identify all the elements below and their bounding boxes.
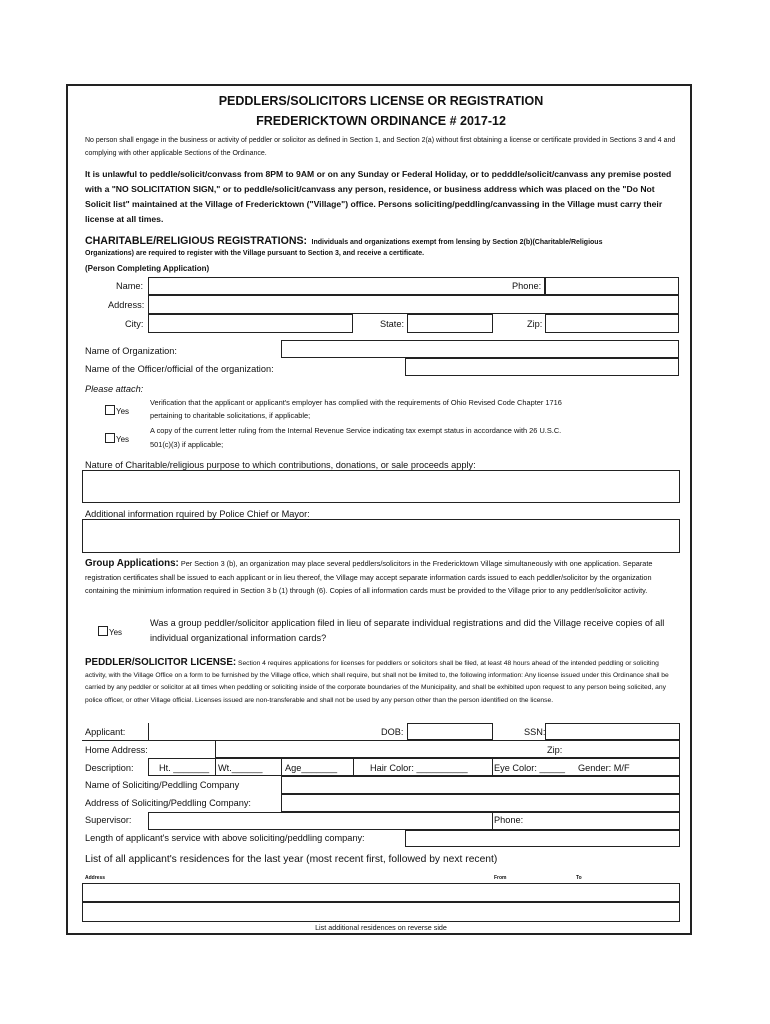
org-label: Name of Organization: [85, 346, 177, 356]
group-checkbox[interactable] [98, 626, 108, 636]
length-field[interactable] [405, 830, 680, 847]
ssn-label: SSN: [524, 727, 546, 737]
group-heading: Group Applications: [85, 558, 179, 569]
length-label: Length of applicant's service with above soliciting/peddling company: [85, 833, 365, 843]
group-yes: Yes [109, 628, 123, 637]
additional-info-label: Additional information rquired by Police Chief or Mayor: [85, 509, 310, 519]
form-page [66, 84, 692, 935]
home-zip-label: Zip: [547, 745, 563, 755]
residences-label: List of all applicant's residences for the last year (most recent first, followed by next recent) [85, 854, 498, 865]
intro-text: No person shall engage in the business or activity of peddler or solicitor as defined in Section 1, and Section 2(a) without first obtaining a license or certificate provided in Sections 3 and 4 and complying with other applicable Sections of the Ordinance. [85, 137, 676, 157]
ssn-field[interactable] [545, 723, 680, 740]
attach2-text-2: 501(c)(3) if applicable; [150, 440, 224, 449]
attach1-checkbox-wrap[interactable] [105, 405, 129, 416]
age-label: Age_______ [285, 763, 338, 773]
attach2-checkbox[interactable] [105, 433, 115, 443]
zip-field[interactable] [545, 314, 679, 333]
gender-label: Gender: M/F [578, 763, 630, 773]
group-section [85, 557, 680, 598]
col-to: To [576, 875, 582, 881]
col-from: From [494, 875, 507, 881]
address-field[interactable] [148, 295, 679, 314]
attach1-checkbox[interactable] [105, 405, 115, 415]
license-heading: PEDDLER/SOLICITOR LICENSE: [85, 657, 237, 668]
address-label: Address: [108, 300, 145, 310]
height-label: Ht. _______ [159, 763, 210, 773]
zip-label: Zip: [527, 319, 543, 329]
attach1-yes: Yes [116, 407, 130, 416]
ordinance-title: FREDERICKTOWN ORDINANCE # 2017-12 [256, 114, 506, 128]
license-section [85, 657, 680, 707]
supervisor-phone-label: Phone: [494, 815, 524, 825]
home-address-label: Home Address: [85, 745, 148, 755]
group-text: Per Section 3 (b), an organization may place several peddlers/solicitors in the Fredericktown Village simultaneously with one application. Separate registration certificates shall be issued to each applicant or in lieu thereof, the Village may accept separate information cards issued to each peddler/solicitor by the organization containing the minimium information required in Section 3 b (1) through (6). Copies of all information cards must be provided to the Village prior to any peddler/solicitor activity. [85, 559, 653, 595]
state-label: State: [380, 319, 405, 329]
attach1-text-2: pertaining to charitable solicitations, if applicable; [150, 411, 311, 420]
applicant-label: Applicant: [85, 727, 126, 737]
nature-label: Nature of Charitable/religious purpose to which contributions, donations, or sale proceeds apply: [85, 460, 476, 470]
phone-field[interactable] [545, 277, 679, 295]
officer-field[interactable] [405, 358, 679, 376]
unlawful-notice: It is unlawful to peddle/solicit/convass from 8PM to 9AM or on any Sunday or Federal Holiday, or to pedddle/solicit/canvass any premise posted with a "NO SOLICITATION SIGN," or to peddle/solicit/canvass any person, residence, or business address which was placed on the "Do Not Solicit list" maintained at the Village of Fredericktown ("Village") office. Persons soliciting/peddling/canvassing in the Village must carry their license at all times. [85, 169, 672, 224]
group-question: Was a group peddler/solicitor application filed in lieu of separate individual registrations and did the Village receive copies of all individual organizational information cards? [150, 618, 665, 643]
charitable-heading-line [85, 231, 602, 249]
license-text: Section 4 requires applications for licenses for peddlers or solicitors shall be filed, at least 48 hours ahead of the intended peddling or soliciting activity, with the Village Office on a form to be furnished by the Village office, which shall require, but shall not be limited to, the following information: Any license issued under this Ordinance shall be carried by any peddler or solicitor at all times when peddling or soliciting inside of the corporate boundaries of the Municipality, and shall be exhibited upon request to any person being solicited, any police officer, or other Village official. Licenses issued are non-transferable and shall not be used by any person other than the person identified on the license. [85, 660, 669, 704]
footer-note: List additional residences on reverse side [315, 923, 447, 932]
nature-field[interactable] [82, 470, 680, 503]
attach2-yes: Yes [116, 435, 130, 444]
company-field[interactable] [281, 776, 680, 794]
form-title: PEDDLERS/SOLICITORS LICENSE OR REGISTRATION [218, 94, 544, 108]
supervisor-field[interactable] [148, 812, 680, 830]
supervisor-label: Supervisor: [85, 815, 132, 825]
home-address-field[interactable] [215, 740, 680, 758]
officer-label: Name of the Officer/official of the organization: [85, 364, 274, 374]
state-field[interactable] [407, 314, 493, 333]
col-address: Address [85, 875, 106, 881]
charitable-text-2: Organizations) are required to register with the Village pursuant to Section 3, and receive a certificate. [85, 250, 425, 257]
city-field[interactable] [148, 314, 353, 333]
company-label: Name of Soliciting/Peddling Company [85, 780, 240, 790]
attach1-text-1: Verification that the applicant or applicant's employer has complied with the requirements of Ohio Revised Code Chapter 1716 [150, 398, 562, 407]
company-address-field[interactable] [281, 794, 680, 812]
attach2-text-1: A copy of the current letter ruling from the Internal Revenue Service indicating tax exempt status in accordance with 26 U.S.C. [150, 426, 562, 435]
please-attach-label: Please attach: [85, 384, 144, 394]
attach2-checkbox-wrap[interactable] [105, 433, 129, 444]
company-address-label: Address of Soliciting/Peddling Company: [85, 798, 251, 808]
group-checkbox-wrap[interactable] [98, 626, 122, 637]
dob-label: DOB: [381, 727, 404, 737]
eye-color-label: Eye Color: _____ [494, 763, 565, 773]
weight-label: Wt.______ [218, 763, 263, 773]
city-label: City: [125, 319, 144, 329]
residence-row-1[interactable] [82, 883, 680, 902]
additional-info-field[interactable] [82, 519, 680, 553]
org-field[interactable] [281, 340, 679, 358]
charitable-text-1: Individuals and organizations exempt from lensing by Section 2(b)(Charitable/Religious [311, 239, 603, 246]
name-label: Name: [116, 281, 144, 291]
description-label: Description: [85, 763, 134, 773]
person-completing-label: (Person Completing Application) [85, 264, 210, 273]
hair-color-label: Hair Color: __________ [370, 763, 468, 773]
residence-row-2[interactable] [82, 902, 680, 922]
dob-field[interactable] [407, 723, 493, 740]
charitable-heading: CHARITABLE/RELIGIOUS REGISTRATIONS: [85, 235, 308, 247]
phone-label: Phone: [512, 281, 542, 291]
name-field[interactable] [148, 277, 545, 295]
